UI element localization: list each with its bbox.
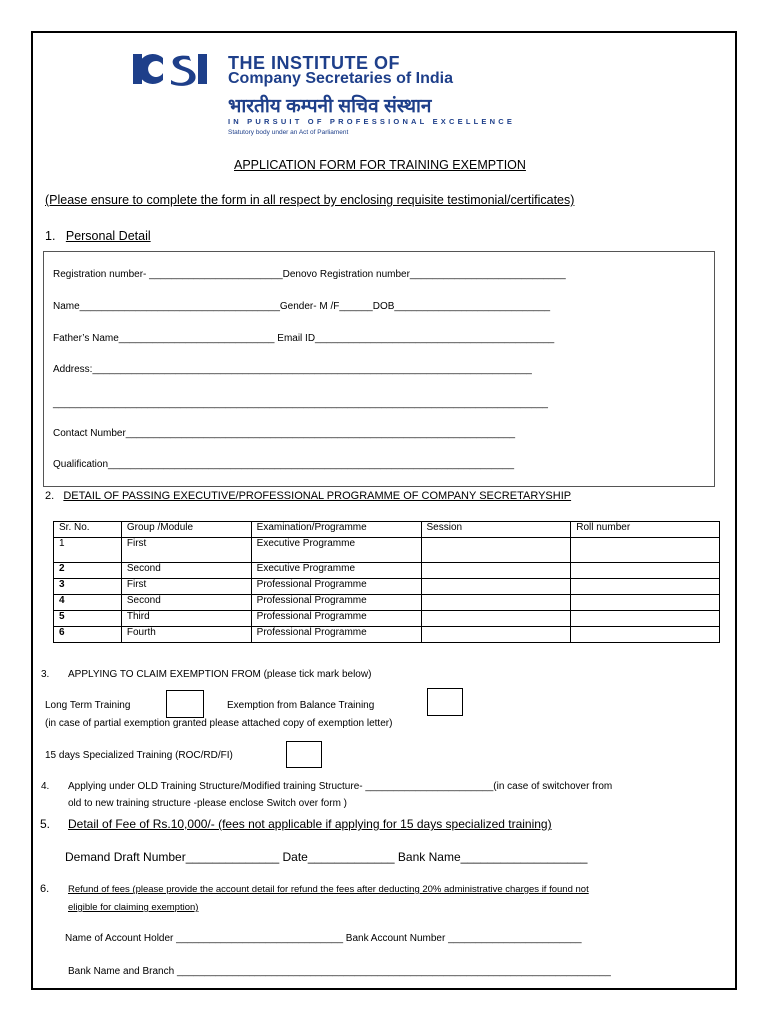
table-cell: Third [121, 611, 251, 627]
form-title: APPLICATION FORM FOR TRAINING EXEMPTION [234, 158, 526, 172]
table-header-cell: Session [421, 522, 571, 538]
table-cell: Executive Programme [251, 538, 421, 563]
registration-number-field[interactable]: Registration number- ________________________Denovo Registration number____________________________ [53, 269, 566, 280]
table-cell: 4 [54, 595, 122, 611]
section6-heading: Refund of fees (please provide the account detail for refund the fees after deducting 20% administrative charges if found not [68, 884, 589, 895]
table-cell: Fourth [121, 627, 251, 643]
section5-number: 5. [40, 817, 51, 831]
switchover-note: old to new training structure -please enclose Switch over form ) [68, 798, 348, 809]
account-holder-field[interactable]: Name of Account Holder ______________________________ Bank Account Number ________________________ [65, 933, 582, 944]
table-cell: Professional Programme [251, 595, 421, 611]
section1-heading: 1. Personal Detail [45, 229, 151, 243]
table-row [54, 611, 720, 627]
table-row [54, 563, 720, 579]
table-cell[interactable] [421, 611, 571, 627]
bank-branch-field[interactable]: Bank Name and Branch ______________________________________________________________________________ [68, 966, 611, 977]
qualification-field[interactable]: Qualification_________________________________________________________________________ [53, 459, 515, 470]
section3-number: 3. [41, 669, 50, 680]
table-cell: 2 [54, 563, 122, 579]
table-cell: 1 [54, 538, 122, 563]
table-cell: First [121, 579, 251, 595]
table-cell: First [121, 538, 251, 563]
table-cell: Second [121, 595, 251, 611]
balance-training-checkbox[interactable] [427, 688, 463, 716]
table-cell[interactable] [571, 538, 720, 563]
demand-draft-field[interactable]: Demand Draft Number______________ Date_____________ Bank Name___________________ [65, 850, 588, 864]
org-line1: THE INSTITUTE OF [228, 53, 400, 73]
contact-number-field[interactable]: Contact Number______________________________________________________________________ [53, 428, 516, 439]
table-cell[interactable] [421, 627, 571, 643]
table-cell: 5 [54, 611, 122, 627]
table-cell: Professional Programme [251, 611, 421, 627]
table-header-row [54, 522, 720, 538]
name-gender-dob-field[interactable]: Name____________________________________Gender- M /F______DOB____________________________ [53, 301, 551, 312]
table-row [54, 627, 720, 643]
table-cell: 3 [54, 579, 122, 595]
table-cell[interactable] [421, 563, 571, 579]
table-cell: Professional Programme [251, 579, 421, 595]
table-cell[interactable] [571, 627, 720, 643]
specialized-training-checkbox[interactable] [286, 741, 322, 768]
long-term-label: Long Term Training [45, 700, 131, 711]
icsi-logo [133, 50, 207, 88]
table-header-cell: Examination/Programme [251, 522, 421, 538]
table-cell: Professional Programme [251, 627, 421, 643]
section3-heading: APPLYING TO CLAIM EXEMPTION FROM (please tick mark below) [68, 669, 372, 680]
table-cell[interactable] [421, 595, 571, 611]
section6-heading-cont: eligible for claiming exemption) [68, 902, 199, 913]
table-cell: Executive Programme [251, 563, 421, 579]
form-border [31, 31, 737, 990]
partial-exemption-note: (in case of partial exemption granted please attached copy of exemption letter) [45, 718, 393, 729]
section2-heading: 2. DETAIL OF PASSING EXECUTIVE/PROFESSIONAL PROGRAMME OF COMPANY SECRETARYSHIP [45, 490, 572, 502]
table-cell[interactable] [571, 579, 720, 595]
table-cell: Second [121, 563, 251, 579]
org-hindi-name: भारतीय कम्पनी सचिव संस्थान [228, 96, 432, 117]
table-row [54, 595, 720, 611]
org-tagline: IN PURSUIT OF PROFESSIONAL EXCELLENCE [228, 117, 516, 126]
specialized-training-label: 15 days Specialized Training (ROC/RD/FI) [45, 750, 233, 761]
address-line2-field[interactable]: _________________________________________________________________________________________ [53, 398, 548, 409]
org-statutory: Statutory body under an Act of Parliament [228, 129, 349, 136]
father-email-field[interactable]: Father’s Name____________________________ Email ID___________________________________________ [53, 333, 555, 344]
section4-number: 4. [41, 781, 50, 792]
section6-number: 6. [40, 883, 50, 895]
table-header-cell: Group /Module [121, 522, 251, 538]
form-instruction: (Please ensure to complete the form in all respect by enclosing requisite testimonial/certificates) [45, 193, 575, 207]
balance-training-label: Exemption from Balance Training [227, 700, 375, 711]
address-field[interactable]: Address:_______________________________________________________________________________ [53, 364, 532, 375]
table-cell[interactable] [571, 611, 720, 627]
table-cell[interactable] [571, 563, 720, 579]
table-cell[interactable] [421, 538, 571, 563]
table-cell[interactable] [571, 595, 720, 611]
training-structure-field[interactable]: Applying under OLD Training Structure/Modified training Structure- _______________________(in case of switchover from [68, 781, 613, 792]
table-row [54, 538, 720, 563]
table-header-cell: Sr. No. [54, 522, 122, 538]
table-cell: 6 [54, 627, 122, 643]
section5-heading: Detail of Fee of Rs.10,000/- (fees not applicable if applying for 15 days specialized training) [68, 817, 552, 831]
org-line2: Company Secretaries of India [228, 70, 453, 87]
table-row [54, 579, 720, 595]
long-term-checkbox[interactable] [166, 690, 204, 718]
table-header-cell: Roll number [571, 522, 720, 538]
programme-table [53, 521, 720, 643]
table-cell[interactable] [421, 579, 571, 595]
